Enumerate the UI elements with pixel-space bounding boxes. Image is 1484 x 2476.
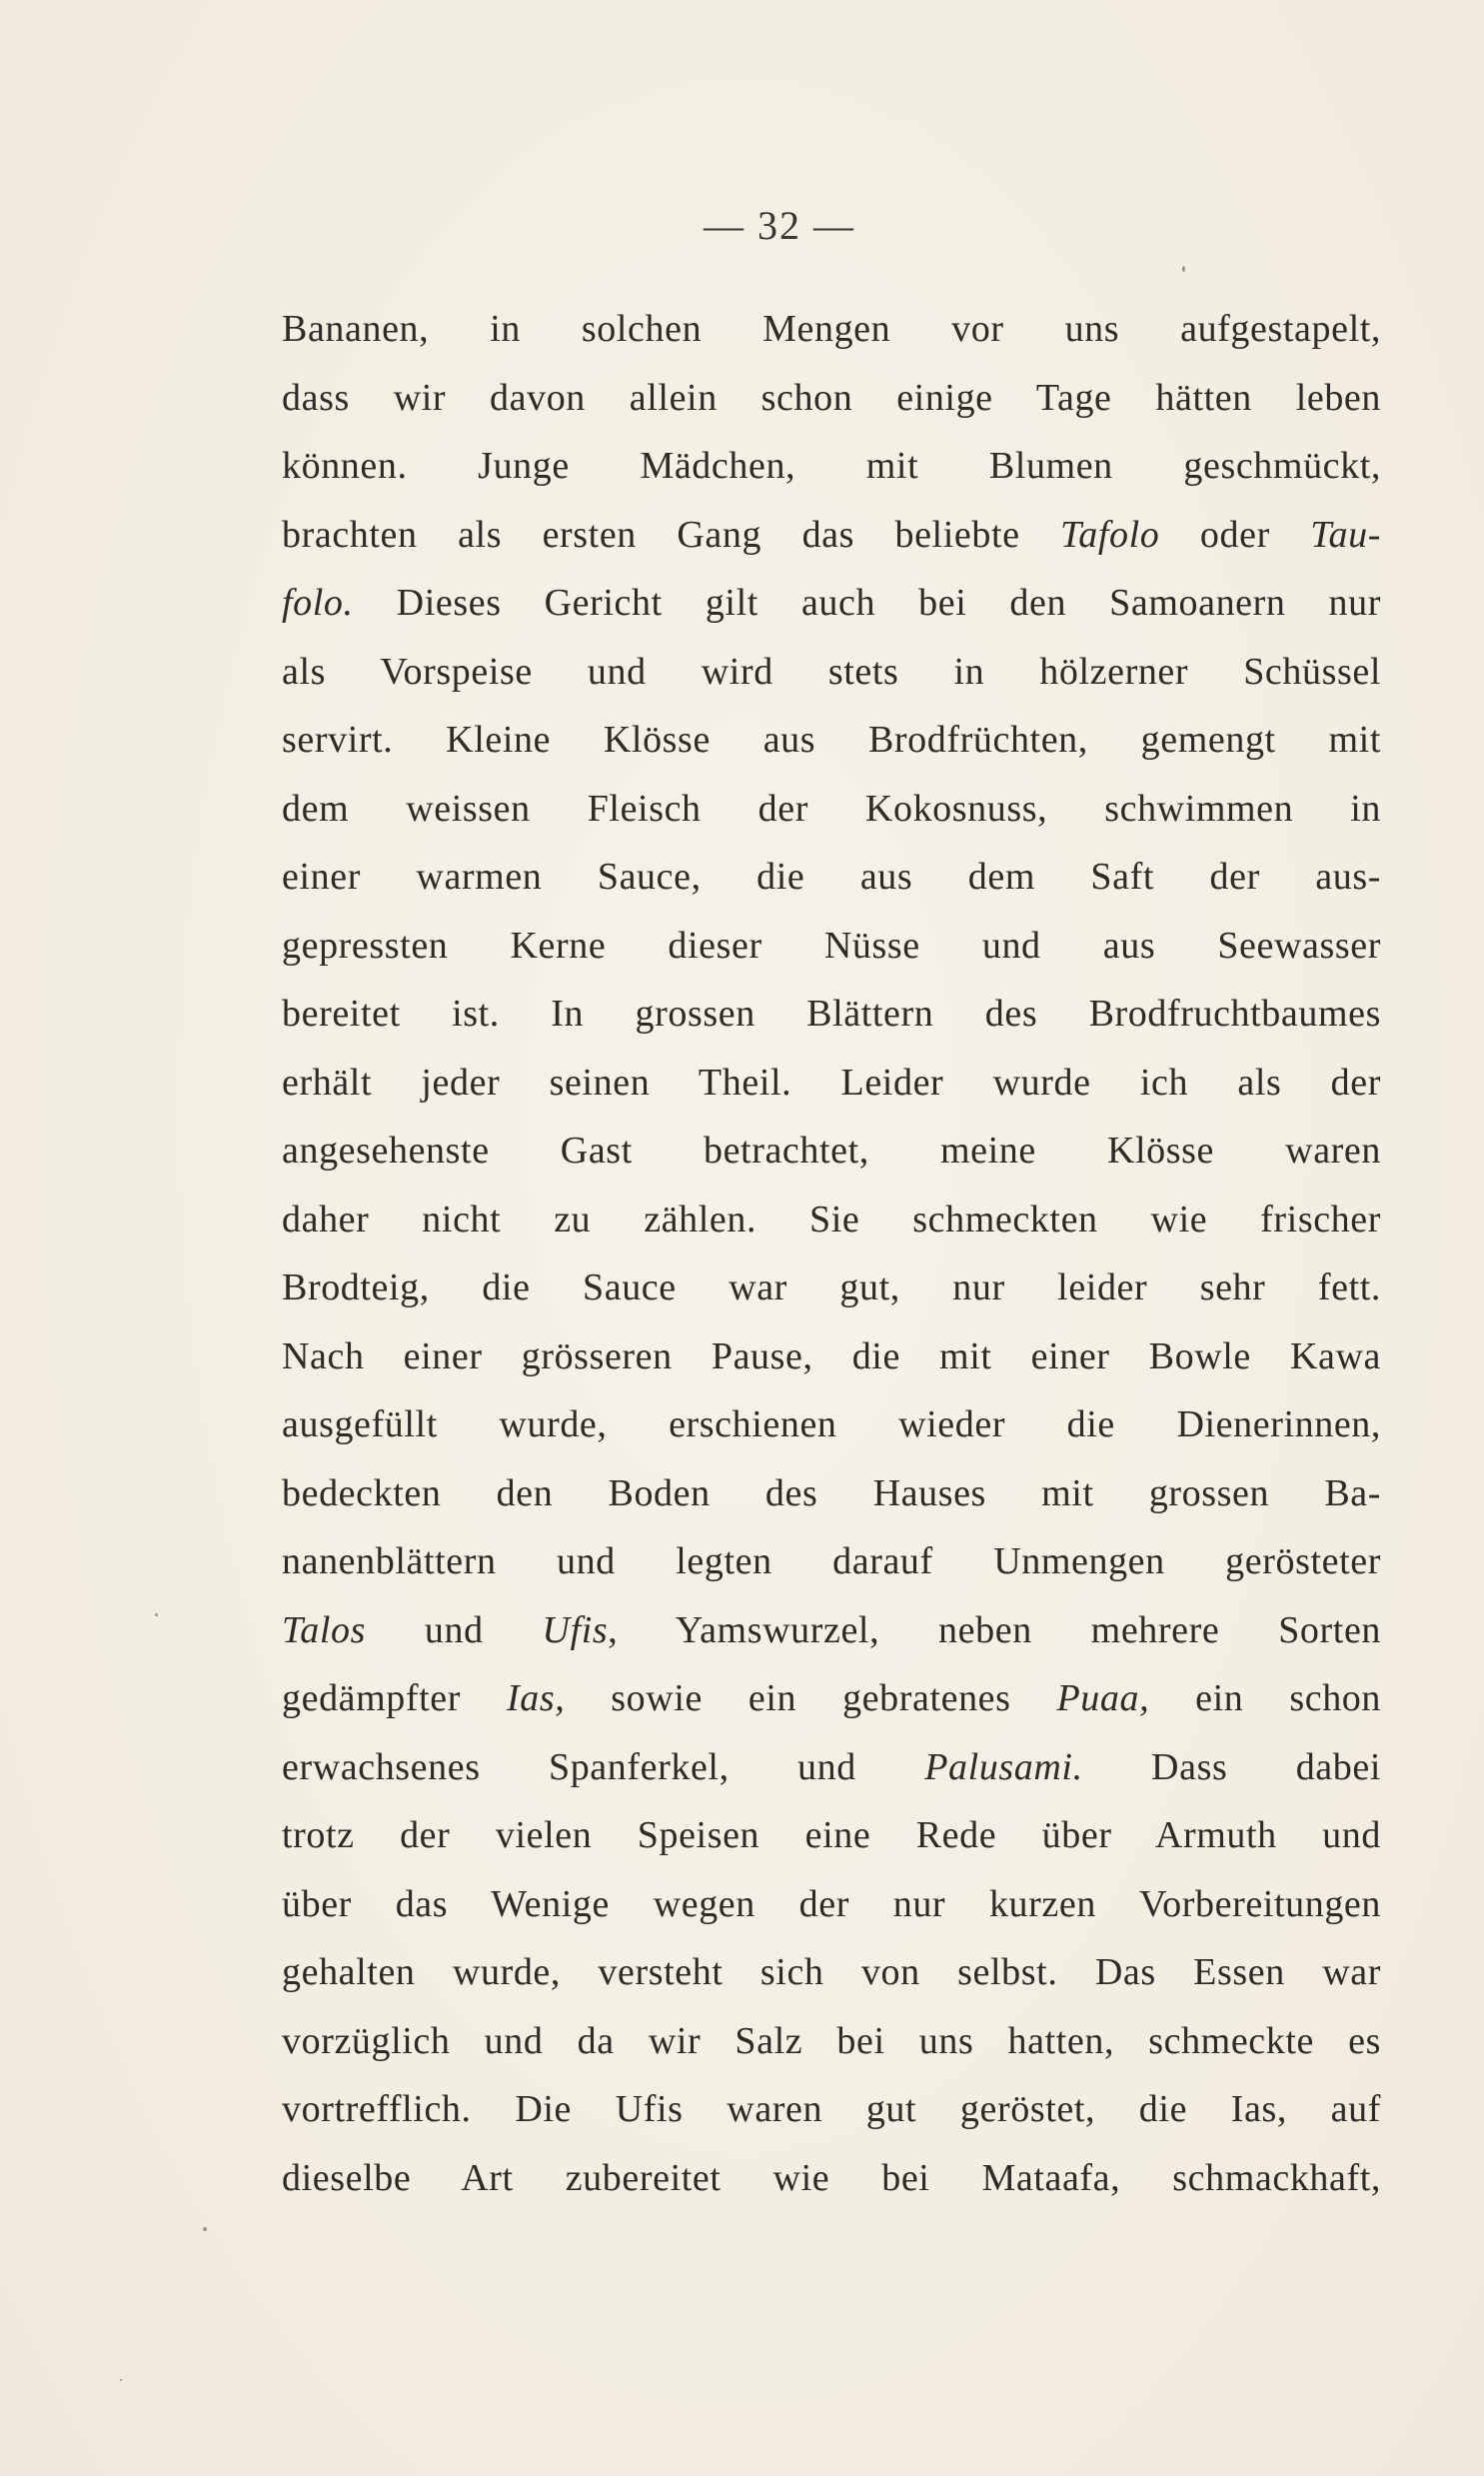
text-segment: angesehenste Gast betrachtet, meine Klösse waren (282, 1130, 1381, 1172)
text-segment: als Vorspeise und wird stets in hölzerner Schüssel (282, 650, 1381, 693)
text-segment: vortrefflich. Die Ufis waren gut geröstet, die Ias, auf (282, 2088, 1381, 2130)
body-text (282, 295, 1381, 2212)
text-segment: können. Junge Mädchen, mit Blumen geschmückt, (282, 445, 1381, 487)
text-line (282, 1596, 1381, 1665)
italic-term: Ias, (506, 1677, 566, 1719)
text-segment: Nach einer grösseren Pause, die mit einer Bowle Kawa (282, 1334, 1381, 1377)
text-line (282, 775, 1381, 844)
text-line (282, 364, 1381, 433)
text-segment: dem weissen Fleisch der Kokosnuss, schwimmen in (282, 787, 1381, 830)
text-line (282, 2075, 1381, 2144)
italic-term: folo. (282, 582, 354, 624)
text-line (282, 1253, 1381, 1322)
italic-term: Puaa, (1056, 1677, 1150, 1719)
text-segment: daher nicht zu zählen. Sie schmeckten wie frischer (282, 1198, 1381, 1240)
text-line (282, 501, 1381, 570)
text-segment: dieselbe Art zubereitet wie bei Mataafa, schmackhaft, (282, 2156, 1381, 2199)
text-segment: einer warmen Sauce, die aus dem Saft der aus- (282, 856, 1381, 898)
text-segment: nanenblättern und legten darauf Unmengen gerösteter (282, 1540, 1381, 1582)
text-segment: oder (1159, 513, 1311, 556)
text-segment: brachten als ersten Gang das beliebte (282, 513, 1061, 556)
text-segment: ausgefüllt wurde, erschienen wieder die Dienerinnen, (282, 1403, 1381, 1445)
text-segment: erhält jeder seinen Theil. Leider wurde ich als der (282, 1061, 1381, 1104)
paper-speck (155, 1613, 158, 1616)
text-segment: und (366, 1608, 543, 1651)
text-segment: Bananen, in solchen Mengen vor uns aufgestapelt, (282, 308, 1381, 350)
text-segment: Brodteig, die Sauce war gut, nur leider sehr fett. (282, 1266, 1381, 1308)
text-line (282, 1117, 1381, 1186)
text-line (282, 912, 1381, 981)
text-segment: trotz der vielen Speisen eine Rede über Armuth und (282, 1814, 1381, 1856)
text-segment: vorzüglich und da wir Salz bei uns hatten, schmeckte es (282, 2019, 1381, 2062)
text-segment: , Yamswurzel, neben mehrere Sorten (608, 1608, 1382, 1651)
text-line (282, 638, 1381, 707)
text-segment: sowie ein gebratenes (565, 1677, 1057, 1719)
text-segment: bereitet ist. In grossen Blättern des Brodfruchtbaumes (282, 993, 1381, 1035)
text-segment: Dass dabei (1082, 1745, 1381, 1788)
italic-term: Tafolo (1060, 513, 1160, 556)
text-line (282, 1186, 1381, 1254)
text-line (282, 1938, 1381, 2007)
text-line (282, 980, 1381, 1049)
text-segment: dass wir davon allein schon einige Tage hätten leben (282, 376, 1381, 419)
text-line (282, 295, 1381, 364)
text-segment: bedeckten den Boden des Hauses mit grossen Ba- (282, 1471, 1381, 1514)
text-line (282, 1049, 1381, 1118)
text-line (282, 1801, 1381, 1870)
paper-speck (120, 2379, 122, 2381)
text-segment: gehalten wurde, versteht sich von selbst. Das Essen war (282, 1951, 1381, 1993)
italic-term: Ufis (542, 1608, 609, 1651)
text-line (282, 1733, 1381, 1802)
text-segment: Dieses Gericht gilt auch bei den Samoanern nur (353, 582, 1381, 624)
italic-term: Tau- (1310, 513, 1381, 556)
text-segment: ein schon (1149, 1677, 1382, 1719)
text-line (282, 1527, 1381, 1596)
text-segment: servirt. Kleine Klösse aus Brodfrüchten, gemengt mit (282, 719, 1381, 761)
text-segment: erwachsenes Spanferkel, und (282, 1745, 925, 1788)
text-segment: gepressten Kerne dieser Nüsse und aus Seewasser (282, 924, 1381, 967)
paper-speck (1182, 266, 1185, 272)
text-segment: über das Wenige wegen der nur kurzen Vorbereitungen (282, 1882, 1381, 1925)
page-number: — 32 — (704, 203, 855, 248)
text-line (282, 1459, 1381, 1528)
text-line (282, 706, 1381, 775)
text-line (282, 1870, 1381, 1939)
text-line (282, 569, 1381, 638)
text-line (282, 1322, 1381, 1391)
text-line (282, 1390, 1381, 1459)
text-line (282, 843, 1381, 912)
text-line (282, 2144, 1381, 2213)
text-line (282, 2007, 1381, 2076)
paper-speck (203, 2227, 207, 2231)
text-segment: gedämpfter (282, 1677, 507, 1719)
text-line (282, 1664, 1381, 1733)
italic-term: Palusami. (924, 1745, 1083, 1788)
text-line (282, 432, 1381, 501)
italic-term: Talos (282, 1608, 366, 1651)
